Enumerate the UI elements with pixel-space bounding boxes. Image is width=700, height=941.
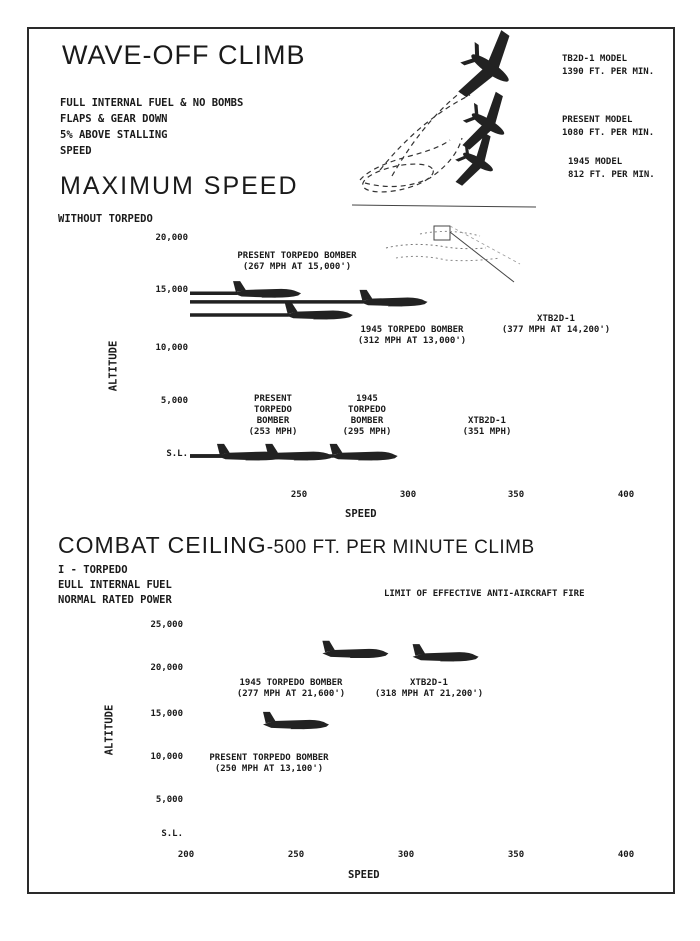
combat-ceiling-title-main: COMBAT CEILING (58, 532, 267, 558)
y-tick-label: 10,000 (155, 343, 188, 353)
x-tick-label: 400 (617, 490, 635, 500)
wave-off-model-name: PRESENT MODEL (562, 115, 633, 125)
wave-off-condition: SPEED (60, 145, 92, 157)
wave-off-model-rate: 1080 FT. PER MIN. (562, 128, 655, 138)
aircraft-marker (285, 303, 353, 320)
x-tick-label: 350 (507, 490, 525, 500)
wave-off-illustration (352, 22, 536, 207)
y-tick-label: 15,000 (155, 285, 188, 295)
carrier-sketch (386, 226, 520, 282)
x-tick-label: 400 (617, 850, 635, 860)
y-tick-label: 10,000 (150, 752, 183, 762)
combat-ceiling-title-rest: -500 FT. PER MINUTE CLIMB (266, 537, 535, 558)
x-tick-label: 250 (290, 490, 308, 500)
aircraft-marker (330, 444, 398, 461)
y-tick-label: 5,000 (160, 396, 188, 406)
aircraft-marker (233, 281, 301, 298)
y-tick-label: 20,000 (150, 663, 183, 673)
combat-condition: I - TORPEDO (58, 564, 128, 576)
x-tick-label: 350 (507, 850, 525, 860)
present-bomber-ceiling-label: PRESENT TORPEDO BOMBER (250 MPH AT 13,100') (209, 753, 329, 774)
wave-off-model-rate: 812 FT. PER MIN. (568, 170, 655, 180)
y-tick-label: 25,000 (150, 620, 183, 630)
present-bomber-sl-label: PRESENT TORPEDO BOMBER (253 MPH) (248, 394, 298, 437)
wave-off-condition: FULL INTERNAL FUEL & NO BOMBS (60, 97, 244, 109)
xtb2d-ceiling-label: XTB2D-1 (318 MPH AT 21,200') (374, 678, 484, 699)
xtb2d-altitude-label: XTB2D-1 (377 MPH AT 14,200') (501, 314, 611, 335)
combat-condition: EULL INTERNAL FUEL (58, 579, 172, 591)
y-tick-label: 5,000 (155, 795, 183, 805)
wave-off-model-name: 1945 MODEL (568, 157, 623, 167)
wave-off-model-rate: 1390 FT. PER MIN. (562, 67, 655, 77)
x-tick-label: 300 (399, 490, 417, 500)
max-speed-subtitle: WITHOUT TORPEDO (58, 213, 153, 225)
aircraft-marker (322, 641, 388, 658)
aircraft-marker (265, 444, 333, 461)
wave-off-model-name: TB2D-1 MODEL (562, 54, 628, 64)
y-tick-label: S.L. (166, 449, 188, 459)
max-speed-title: MAXIMUM SPEED (60, 172, 299, 200)
max-speed-plot (190, 281, 428, 460)
combat-ceiling-plot (263, 641, 479, 729)
y-axis-label: ALTITUDE (107, 340, 120, 392)
combat-condition: NORMAL RATED POWER (58, 594, 172, 606)
x-axis-label: SPEED (345, 508, 377, 520)
y-tick-label: 20,000 (155, 233, 188, 243)
wave-off-title: WAVE-OFF CLIMB (62, 40, 306, 70)
x-tick-label: 200 (177, 850, 195, 860)
y-tick-label: S.L. (161, 829, 183, 839)
x-tick-label: 300 (397, 850, 415, 860)
anti-aircraft-annotation: LIMIT OF EFFECTIVE ANTI-AIRCRAFT FIRE (384, 589, 585, 599)
present-bomber-altitude-label: PRESENT TORPEDO BOMBER (267 MPH AT 15,000') (237, 251, 357, 272)
x-tick-label: 250 (287, 850, 305, 860)
1945-bomber-sl-label: 1945 TORPEDO BOMBER (295 MPH) (342, 394, 392, 437)
xtb2d-sl-label: XTB2D-1 (351 MPH) (462, 416, 512, 437)
wave-off-condition: 5% ABOVE STALLING (60, 129, 168, 141)
x-axis-label: SPEED (348, 869, 380, 881)
1945-bomber-ceiling-label: 1945 TORPEDO BOMBER (277 MPH AT 21,600') (236, 678, 346, 699)
1945-bomber-altitude-label: 1945 TORPEDO BOMBER (312 MPH AT 13,000') (357, 325, 467, 346)
aircraft-marker (360, 290, 428, 307)
aircraft-marker (413, 644, 479, 661)
wave-off-condition: FLAPS & GEAR DOWN (60, 113, 168, 125)
y-axis-label: ALTITUDE (103, 704, 116, 756)
aircraft-marker (263, 712, 329, 729)
y-tick-label: 15,000 (150, 709, 183, 719)
